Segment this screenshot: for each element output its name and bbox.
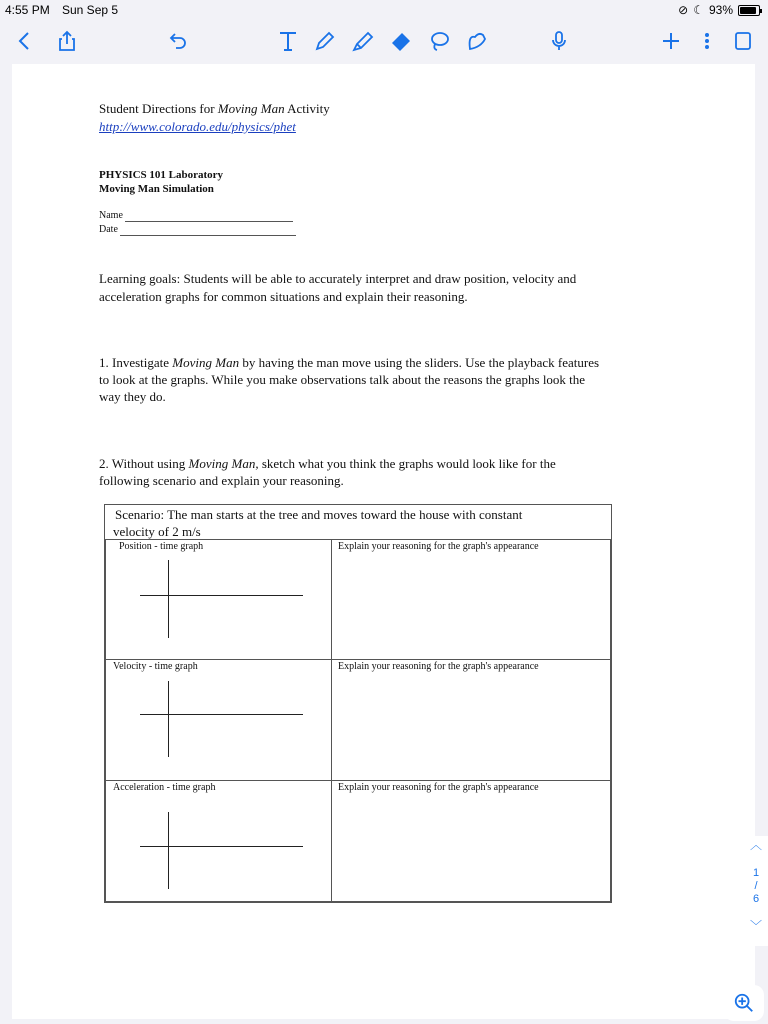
back-icon[interactable]: [10, 22, 40, 60]
explain-cell-acceleration[interactable]: [331, 780, 611, 902]
scenario-line-2: velocity of 2 m/s: [113, 524, 201, 539]
graph-axis-y: [168, 812, 169, 889]
graph-axis-x: [140, 714, 303, 715]
q1-post: by having the man move using the sliders. Use the playback features: [239, 355, 600, 370]
q2-pre: 2. Without using: [99, 456, 189, 471]
explain-cell-position[interactable]: [331, 539, 611, 660]
doc-header: [99, 100, 330, 117]
doc-header-prefix: Student Directions for: [99, 101, 218, 116]
explain-label-acceleration: Explain your reasoning for the graph's appearance: [338, 782, 539, 793]
graph-axis-x: [140, 846, 303, 847]
question-1-line-2: to look at the graphs. While you make observations talk about the reasons the graphs look the: [99, 372, 586, 387]
pages-icon[interactable]: [728, 22, 758, 60]
status-time: 4:55 PM: [5, 3, 50, 17]
zoom-button[interactable]: [724, 985, 764, 1021]
zoom-in-icon: [733, 992, 755, 1014]
battery-icon: [738, 5, 760, 16]
scenario-line-1: Scenario: The man starts at the tree and moves toward the house with constant: [115, 507, 523, 522]
graph-axis-y: [168, 681, 169, 757]
name-label: Name: [99, 210, 123, 221]
graph-label-acceleration: Acceleration - time graph: [113, 782, 216, 793]
link-icon: ⊘: [678, 3, 689, 17]
scenario-table: [104, 504, 612, 903]
chevron-up-icon[interactable]: ︿: [749, 838, 762, 852]
toolbar: [0, 22, 768, 60]
question-2-line-1: [99, 455, 556, 472]
add-icon[interactable]: [656, 22, 686, 60]
more-icon[interactable]: [692, 22, 722, 60]
graph-cell-acceleration[interactable]: [105, 780, 332, 902]
explain-cell-velocity[interactable]: [331, 659, 611, 781]
lasso-icon[interactable]: [424, 22, 454, 60]
graph-label-position: Position - time graph: [119, 541, 204, 552]
q2-em: Moving Man,: [188, 456, 259, 471]
share-icon[interactable]: [52, 22, 82, 60]
graph-label-velocity: Velocity - time graph: [113, 661, 198, 672]
battery-percent: 93%: [708, 3, 733, 17]
name-blank: [125, 210, 293, 222]
lab-subtitle: Moving Man Simulation: [99, 183, 214, 195]
question-1-line-1: [99, 354, 599, 371]
name-field: [99, 210, 293, 222]
doc-header-suffix: Activity: [284, 101, 330, 116]
status-bar: [0, 0, 768, 20]
microphone-icon[interactable]: [544, 22, 574, 60]
undo-icon[interactable]: [163, 22, 193, 60]
goals-line-2: acceleration graphs for common situations and explain their reasoning.: [99, 289, 468, 304]
date-field: [99, 224, 296, 236]
doc-header-title: Moving Man: [217, 101, 285, 116]
q1-pre: 1. Investigate: [99, 355, 173, 370]
page-navigator: [744, 836, 768, 946]
graph-axis-x: [140, 595, 303, 596]
page-separator: /: [754, 880, 758, 892]
question-2-line-2: following scenario and explain your reasoning.: [99, 473, 344, 488]
moon-icon: ☾: [693, 3, 704, 17]
graph-cell-velocity[interactable]: [105, 659, 332, 781]
chevron-down-icon[interactable]: ﹀: [749, 919, 762, 933]
goals-line-1: Learning goals: Students will be able to accurately interpret and draw position, velocity and: [99, 271, 577, 286]
status-right: [678, 3, 760, 17]
shapes-icon[interactable]: [462, 22, 492, 60]
lab-title: PHYSICS 101 Laboratory: [99, 169, 224, 181]
highlighter-icon[interactable]: [348, 22, 378, 60]
eraser-icon[interactable]: [386, 22, 416, 60]
date-label: Date: [99, 224, 118, 235]
question-1-line-3: way they do.: [99, 389, 166, 404]
q2-post: sketch what you think the graphs would look like for the: [258, 456, 556, 471]
total-pages: 6: [752, 893, 760, 905]
document-page[interactable]: [12, 64, 755, 1019]
pen-icon[interactable]: [310, 22, 340, 60]
text-tool-icon[interactable]: [273, 22, 303, 60]
current-page: 1: [752, 867, 760, 879]
q1-em: Moving Man: [172, 355, 240, 370]
date-blank: [120, 224, 296, 236]
explain-label-velocity: Explain your reasoning for the graph's appearance: [338, 661, 539, 672]
phet-link[interactable]: http://www.colorado.edu/physics/phet: [99, 119, 296, 134]
graph-axis-y: [168, 560, 169, 638]
status-date: Sun Sep 5: [62, 3, 119, 17]
explain-label-position: Explain your reasoning for the graph's appearance: [338, 541, 539, 552]
graph-cell-position[interactable]: [105, 539, 332, 660]
